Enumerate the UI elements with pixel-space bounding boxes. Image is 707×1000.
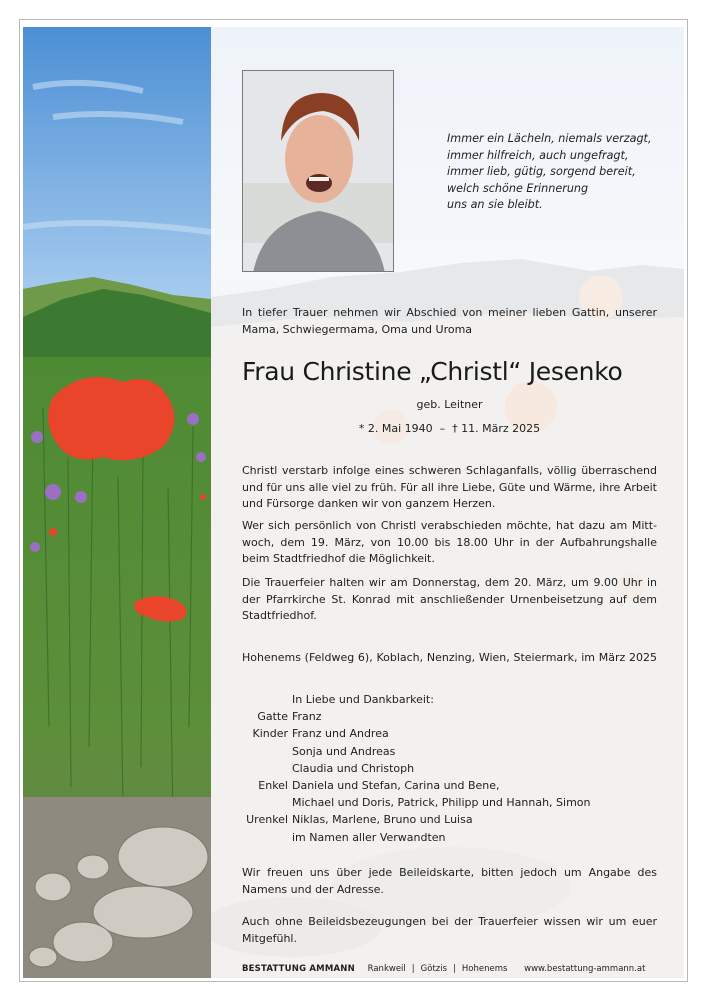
mourner-relation: Gatte bbox=[257, 710, 288, 724]
text-line: Wer sich persönlich von Christl verabschieden möchte, hat dazu am Mitt- bbox=[242, 519, 657, 532]
mourner-names: Franz und Andrea bbox=[292, 727, 389, 741]
poem-line: welch schöne Erinnerung bbox=[447, 181, 589, 195]
text-line: der Pfarrkirche St. Konrad mit anschließender Urnenbeisetzung auf dem bbox=[242, 592, 657, 606]
poem-line: immer lieb, gütig, sorgend bereit, bbox=[447, 165, 636, 179]
mourner-names: im Namen aller Verwandten bbox=[292, 830, 446, 844]
mourner-relation: Urenkel bbox=[246, 813, 288, 827]
location-hohenems: Hohenems bbox=[461, 964, 508, 974]
mourner-names: Niklas, Marlene, Bruno und Luisa bbox=[292, 813, 473, 827]
text-line: Hohenems (Feldweg 6), Koblach, Nenzing, Wien, Steiermark, im März 2025 bbox=[242, 651, 657, 664]
text-line: und Fürsorge danken wir von ganzem Herzen. bbox=[242, 497, 496, 511]
deceased-name: Frau Christine „Christl“ Jesenko bbox=[242, 357, 623, 386]
life-dates: * 2. Mai 1940 – † 11. März 2025 bbox=[358, 422, 541, 435]
text-line: woch, dem 19. März, von 10.00 bis 18.00 Uhr in der Aufbahrungshalle bbox=[242, 535, 657, 549]
text-line: Die Trauerfeier halten wir am Donnerstag, dem 20. März, um 9.00 Uhr in bbox=[242, 576, 657, 589]
mourner-names: Franz bbox=[292, 710, 322, 724]
mourner-names: Daniela und Stefan, Carina und Bene, bbox=[292, 779, 500, 793]
intro-line: In tiefer Trauer nehmen wir Abschied von meiner lieben Gattin, unserer bbox=[242, 306, 657, 319]
text-line: und für uns alle viel zu früh. Für all ihre Liebe, Güte und Wärme, ihre Arbeit bbox=[242, 480, 657, 494]
poem-line: Immer ein Lächeln, niemals verzagt, bbox=[447, 132, 652, 145]
text-line: beim Stadtfriedhof die Möglichkeit. bbox=[242, 552, 435, 566]
mourner-names: Michael und Doris, Patrick, Philipp und Hannah, Simon bbox=[292, 796, 591, 810]
text-line: Mitgefühl. bbox=[242, 931, 297, 945]
maiden-name: geb. Leitner bbox=[416, 398, 483, 411]
mourner-names: Sonja und Andreas bbox=[292, 744, 396, 758]
mourners-heading: In Liebe und Dankbarkeit: bbox=[292, 693, 434, 706]
footer: BESTATTUNG AMMANN Rankweil | Götzis | Hohenems www.bestattung-ammann.at bbox=[242, 964, 646, 974]
text-line: Wir freuen uns über jede Beileidskarte, bitten jedoch um Angabe des bbox=[242, 866, 657, 879]
poem-line: uns an sie bleibt. bbox=[447, 198, 543, 212]
mourner-relation: Kinder bbox=[252, 727, 288, 741]
location-goetzis: Götzis bbox=[420, 964, 448, 974]
text-line: Stadtfriedhof. bbox=[242, 609, 317, 623]
page-border bbox=[19, 19, 688, 982]
mourner-relation: Enkel bbox=[258, 779, 288, 793]
mourner-names: Claudia und Christoph bbox=[292, 761, 415, 775]
website-link[interactable]: www.bestattung-ammann.at bbox=[524, 964, 646, 974]
intro-line: Mama, Schwiegermama, Oma und Uroma bbox=[242, 322, 473, 336]
location-rankweil: Rankweil bbox=[367, 964, 406, 974]
text-line: Namens und der Adresse. bbox=[242, 882, 384, 896]
poem-line: immer hilfreich, auch ungefragt, bbox=[447, 148, 629, 162]
text-line: Auch ohne Beileidsbezeugungen bei der Trauerfeier wissen wir um euer bbox=[242, 915, 657, 928]
text-line: Christl verstarb infolge eines schweren Schlaganfalls, völlig überraschend bbox=[242, 464, 657, 477]
company-name: BESTATTUNG AMMANN bbox=[242, 964, 355, 974]
